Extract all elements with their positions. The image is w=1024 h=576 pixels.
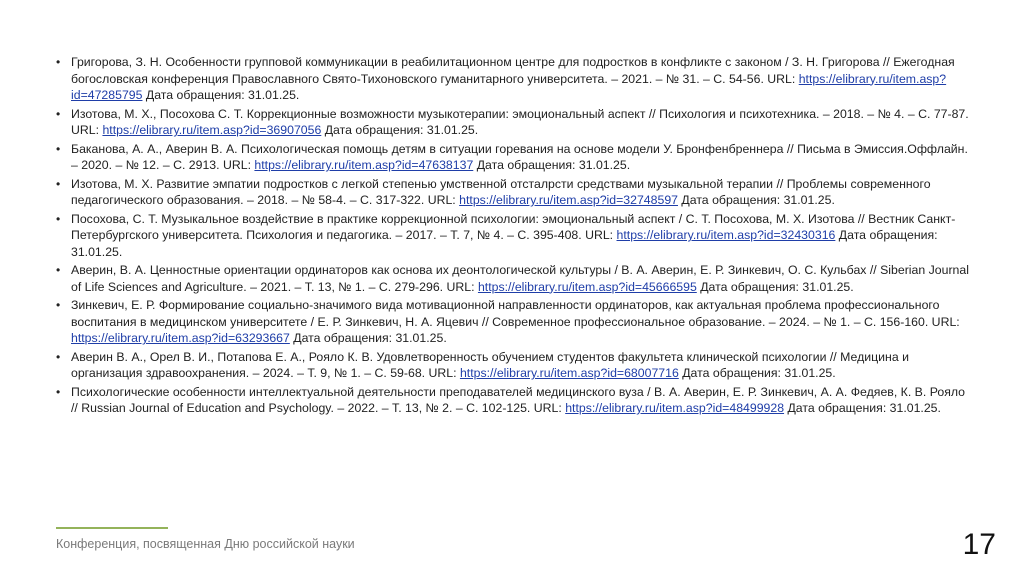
access-date: Дата обращения: 31.01.25. (473, 158, 631, 172)
reference-text: Баканова, А. А., Аверин В. А. Психологическая помощь детям в ситуации горевания на основе модели У. Бронфенбреннера // Письма в Эмиссия.Оффлайн. – 2020. – № 12. – С. 2913. URL: (71, 141, 968, 172)
reference-link[interactable]: https://elibrary.ru/item.asp?id=32430316 (616, 228, 836, 242)
reference-link[interactable]: https://elibrary.ru/item.asp?id=63293667 (71, 331, 290, 345)
access-date: Дата обращения: 31.01.25. (71, 228, 938, 259)
access-date: Дата обращения: 31.01.25. (784, 401, 941, 415)
reference-item (54, 176, 970, 209)
reference-link[interactable]: https://elibrary.ru/item.asp?id=36907056 (102, 123, 322, 137)
reference-item (54, 141, 970, 174)
page-number: 17 (962, 528, 996, 561)
reference-item (54, 106, 970, 139)
reference-item (54, 211, 970, 261)
reference-text: Психологические особенности интеллектуальной деятельности преподавателей медицинского вуза / В. А. Аверин, Е. Р. Зинкевич, А. А. Федяев, К. В. Рояло // Russian Journal of Education and Psychology. – 2022. – Т. 13, № 2. – С. 102-125. URL: (71, 384, 966, 415)
reference-text: Аверин В. А., Орел В. И., Потапова Е. А., Рояло К. В. Удовлетворенность обучением студентов факультета клинической психологии // Медицина и организация здравоохранения. – 2024. – Т. 9, № 1. – С. 59-68. URL: (71, 349, 909, 380)
reference-text: Изотова, М. Х., Посохова С. Т. Коррекционные возможности музыкотерапии: эмоциональный аспект // Психология и психотехника. – 2018. – № 4. – С. 77-87. URL: (71, 106, 969, 137)
reference-link[interactable]: https://elibrary.ru/item.asp?id=48499928 (565, 401, 785, 415)
reference-text: Изотова, М. Х. Развитие эмпатии подростков с легкой степенью умственной отсталрсти средствами музыкальной терапии // Проблемы современного педагогического образования. – 2018. – № 58-4. – С. 317-322. URL: (71, 176, 931, 207)
access-date: Дата обращения: 31.01.25. (696, 279, 854, 294)
reference-link[interactable]: https://elibrary.ru/item.asp?id=47638137 (254, 158, 474, 172)
access-date: Дата обращения: 31.01.25. (142, 88, 300, 102)
reference-item (54, 262, 970, 295)
footer-divider (56, 527, 168, 529)
footer-conference-title: Конференция, посвященная Дню российской науки (56, 537, 355, 551)
reference-text: Григорова, З. Н. Особенности групповой коммуникации в реабилитационном центре для подростков в конфликте с законом / З. Н. Григорова // Ежегодная богословская конференция Православного Свято-Тихоновского гуманитарного университета. – 2021. – № 31. – С. 54-56. URL: (71, 55, 955, 86)
reference-item (54, 384, 970, 417)
reference-link[interactable]: https://elibrary.ru/item.asp?id=45666595 (477, 279, 697, 294)
reference-text: Зинкевич, Е. Р. Формирование социально-значимого вида мотивационной направленности ординаторов, как актуальная проблема профессионального воспитания в медицинском университете / Е. Р. Зинкевич, Н. А. Яцевич // Современное профессиональное образование. – 2024. – № 1. – С. 156-160. URL: (71, 298, 960, 329)
access-date: Дата обращения: 31.01.25. (678, 193, 835, 207)
reference-link[interactable]: https://elibrary.ru/item.asp?id=32748597 (459, 193, 678, 207)
reference-list (54, 54, 970, 419)
reference-text: Аверин, В. А. Ценностные ориентации ординаторов как основа их деонтологической культуры / В. А. Аверин, Е. Р. Зинкевич, О. С. Кульбах // Siberian Journal of Life Sciences and Agriculture. – 2021. – Т. 13, № 1. – С. 279-296. URL: (71, 263, 969, 294)
access-date: Дата обращения: 31.01.25. (678, 366, 836, 380)
reference-item (54, 297, 970, 347)
reference-link[interactable]: https://elibrary.ru/item.asp?id=68007716 (459, 366, 679, 380)
reference-item (54, 54, 970, 104)
access-date: Дата обращения: 31.01.25. (321, 123, 479, 137)
reference-text: Посохова, С. Т. Музыкальное воздействие в практике коррекционной психологии: эмоциональный аспект / С. Т. Посохова, М. Х. Изотова // Вестник Санкт-Петербургского университета. Психология и педагогика. – 2017. – Т. 7, № 4. – С. 395-408. URL: (71, 211, 956, 242)
access-date: Дата обращения: 31.01.25. (289, 331, 447, 345)
reference-link[interactable]: https://elibrary.ru/item.asp?id=47285795 (71, 71, 947, 102)
reference-item (54, 349, 970, 382)
